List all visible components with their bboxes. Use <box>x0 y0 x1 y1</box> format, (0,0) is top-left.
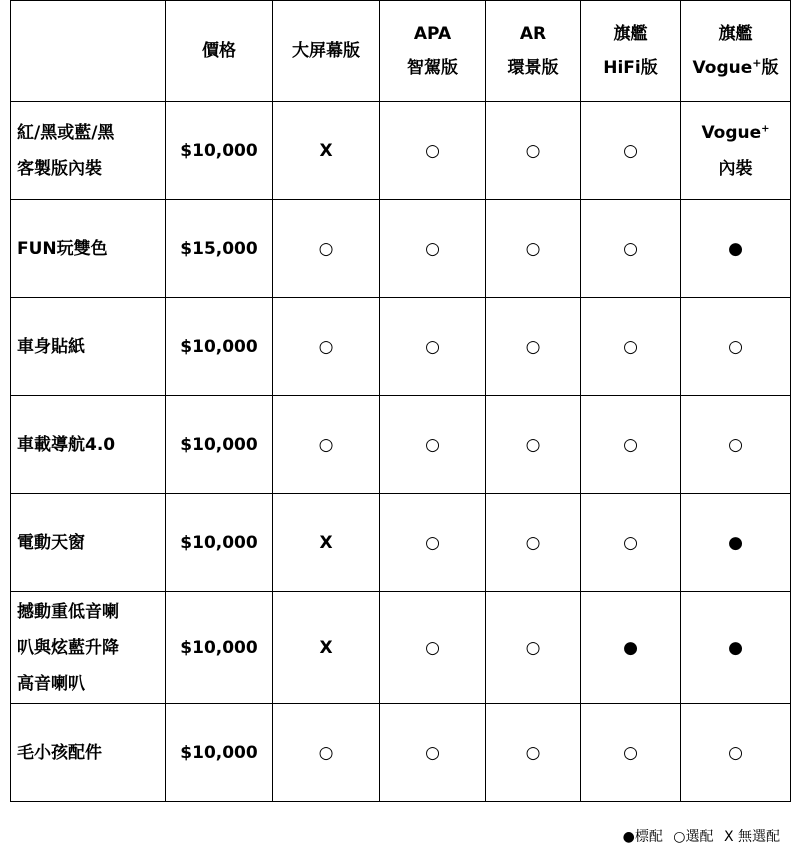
vogue-label: Vogue <box>701 122 762 143</box>
vogue-sup: + <box>761 122 770 134</box>
mark-cell: ○ <box>486 494 581 592</box>
feature-name <box>11 200 166 298</box>
header-price: 價格 <box>166 1 273 102</box>
header-variant-label: 大屏幕版 <box>292 41 360 61</box>
header-variant-line2: 環景版 <box>507 58 559 78</box>
table-row <box>11 704 791 802</box>
mark-cell: ○ <box>486 704 581 802</box>
header-variant-line2b: 版 <box>761 58 779 78</box>
feature-line: FUN玩雙色 <box>17 238 108 259</box>
header-variant-line1: APA <box>413 24 452 44</box>
table-row <box>11 494 791 592</box>
price-cell: $10,000 <box>166 704 273 802</box>
mark-cell: ○ <box>581 200 681 298</box>
mark-cell: ○ <box>486 396 581 494</box>
mark-cell: ○ <box>486 102 581 200</box>
table-row <box>11 396 791 494</box>
feature-line: 毛小孩配件 <box>17 742 102 763</box>
price-cell: $10,000 <box>166 592 273 704</box>
mark-cell: ○ <box>273 704 380 802</box>
mark-cell: ● <box>681 494 791 592</box>
header-apa <box>380 1 486 102</box>
price-cell: $10,000 <box>166 396 273 494</box>
header-variant-line1: 旗艦 <box>613 24 648 44</box>
feature-line: 叭與炫藍升降 <box>17 637 119 658</box>
table-row <box>11 102 791 200</box>
header-variant-line2a: Vogue <box>692 58 753 78</box>
mark-cell: ○ <box>681 704 791 802</box>
header-hifi <box>581 1 681 102</box>
header-ar <box>486 1 581 102</box>
mark-cell: X <box>273 102 380 200</box>
options-table-container <box>10 0 791 802</box>
price-cell: $10,000 <box>166 102 273 200</box>
mark-cell: ○ <box>380 494 486 592</box>
vogue-interior-cell <box>681 102 791 200</box>
feature-name <box>11 704 166 802</box>
feature-name <box>11 298 166 396</box>
mark-cell: ○ <box>380 592 486 704</box>
table-row <box>11 200 791 298</box>
header-big-screen <box>273 1 380 102</box>
mark-cell: ○ <box>581 494 681 592</box>
price-cell: $10,000 <box>166 494 273 592</box>
mark-cell: ○ <box>486 592 581 704</box>
feature-line: 電動天窗 <box>17 532 85 553</box>
header-variant-sup: + <box>752 56 762 70</box>
mark-cell: X <box>273 494 380 592</box>
header-blank-cell <box>11 1 166 102</box>
mark-cell: ○ <box>380 396 486 494</box>
mark-cell: ○ <box>486 298 581 396</box>
mark-cell: ○ <box>486 200 581 298</box>
table-row <box>11 298 791 396</box>
feature-name <box>11 396 166 494</box>
feature-line: 高音喇叭 <box>17 673 85 694</box>
feature-name <box>11 102 166 200</box>
mark-cell: ○ <box>273 200 380 298</box>
price-cell: $15,000 <box>166 200 273 298</box>
legend-none: X 無選配 <box>723 829 780 845</box>
mark-cell: ○ <box>380 102 486 200</box>
feature-line: 車載導航4.0 <box>17 434 116 455</box>
mark-cell: ○ <box>681 396 791 494</box>
feature-line: 撼動重低音喇 <box>17 601 119 622</box>
legend-optional: ○選配 <box>673 829 714 845</box>
mark-cell: X <box>273 592 380 704</box>
mark-cell: ○ <box>273 396 380 494</box>
interior-label: 內裝 <box>718 158 753 179</box>
mark-cell: ○ <box>581 704 681 802</box>
header-variant-line1: 旗艦 <box>718 24 753 44</box>
mark-cell: ○ <box>273 298 380 396</box>
header-variant-line1: AR <box>519 24 547 44</box>
feature-line: 紅/黑或藍/黑 <box>17 122 115 143</box>
mark-cell: ● <box>681 592 791 704</box>
header-variant-line2: 智駕版 <box>407 58 458 78</box>
mark-cell: ○ <box>581 396 681 494</box>
feature-name <box>11 592 166 704</box>
mark-cell: ○ <box>380 200 486 298</box>
mark-cell: ○ <box>380 704 486 802</box>
mark-cell: ○ <box>681 298 791 396</box>
table-row <box>11 592 791 704</box>
mark-cell: ○ <box>581 298 681 396</box>
feature-name <box>11 494 166 592</box>
feature-line: 車身貼紙 <box>17 336 85 357</box>
legend <box>617 826 780 846</box>
mark-cell: ○ <box>581 102 681 200</box>
feature-line: 客製版內裝 <box>17 158 102 179</box>
header-vogue <box>681 1 791 102</box>
legend-standard: ●標配 <box>622 829 663 845</box>
mark-cell: ● <box>581 592 681 704</box>
mark-cell: ● <box>681 200 791 298</box>
options-table <box>10 0 791 802</box>
mark-cell: ○ <box>380 298 486 396</box>
price-cell: $10,000 <box>166 298 273 396</box>
header-variant-line2: HiFi版 <box>603 58 658 78</box>
header-row <box>11 1 791 102</box>
